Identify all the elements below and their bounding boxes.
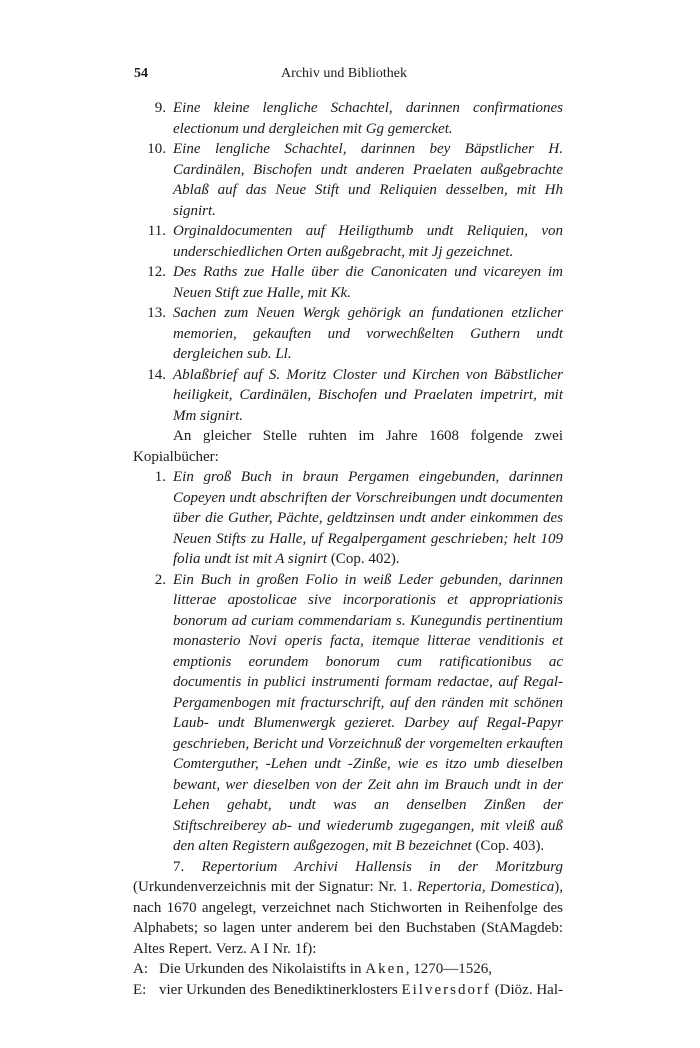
- list-item-number: 10.: [147, 141, 166, 157]
- list-item: [133, 570, 563, 857]
- place-name: Eilversdorf: [401, 981, 491, 998]
- running-title: Archiv und Bibliothek: [281, 66, 407, 81]
- list-item: [133, 467, 563, 570]
- place-name: Aken: [365, 961, 406, 977]
- list-item-number: 12.: [147, 264, 166, 280]
- entry-text: vier Urkunden des Benediktinerklosters: [159, 981, 402, 998]
- signature-text: Repertoria, Domestica: [416, 879, 555, 895]
- list-item: [133, 221, 563, 262]
- list-item-text: Sachen zum Neuen Wergk gehörigk an fundationen etzlicher memorien, gekauften und vorwechßelten Guthern undt dergleichen sub. Ll.: [173, 305, 563, 362]
- list-item: [133, 139, 563, 221]
- intro-paragraph: An gleicher Stelle ruhten im Jahre 1608 folgende zwei Kopialbücher:: [133, 428, 563, 465]
- list-item-text: Ein Buch in großen Folio in weiß Leder gebunden, darinnen litterae apostolicae sive incorporationis et appropriationis bonorum ad curiam commendariam s. Kunegundis pertinentium monasterio Novi operis facta, itemque litterae venditionis et emptionis eorundem bonorum cum ratificationibus ac documentis in publici instrumenti formam redactae, auf Regal-Pergamenbogen mit fracturschrift, auf den ränden mit schönen Laub- undt Blumenwergk gezieret. Darbey auf Regal-Papyr geschrieben, Bericht und Vorzeichnuß der vorgemelten erkauften Comterguther, -Lehen undt -Zinße, wie es itzo umb dieselben bewant, wer dieselben von der Zeit ahn im Brauch undt in der Lehen gehabt, undt was an denselben Zinßen der Stiftschreiberey ab- und wiederumb zugegangen, mit vleiß auß den alten Registern außgezogen, mit B bezeichnet: [173, 571, 563, 854]
- list-item-text: Des Raths zue Halle über die Canonicaten und vicareyen im Neuen Stift zue Halle, mit Kk.: [173, 264, 563, 301]
- letter-label: E:: [133, 981, 147, 998]
- list-item: [133, 365, 563, 427]
- list-item-text: Orginaldocumenten auf Heiligthumb undt Reliquien, von underschiedlichen Orten außgebracht, mit Jj gezeichnet.: [173, 223, 563, 260]
- list-item: [133, 303, 563, 365]
- list-item-text: Eine lengliche Schachtel, darinnen bey Bäpstlicher H. Cardinälen, Bischofen undt anderen Praelaten außgebrachte Ablaß auf das Neue Stift und Reliquien desselben, mit Hh signirt.: [173, 141, 563, 219]
- page-number: 54: [134, 66, 148, 81]
- list-item-number: 1.: [154, 469, 166, 485]
- section-paragraph: [133, 857, 563, 960]
- list-item-reference: (Cop. 402).: [327, 551, 400, 567]
- section-number: 7.: [173, 858, 185, 875]
- entry-text-end: (Diöz. Hal-: [490, 981, 563, 998]
- letter-entries: [133, 959, 563, 1000]
- list-item-number: 2.: [154, 571, 166, 588]
- entry-text: Die Urkunden des Nikolaistifts in: [159, 961, 366, 977]
- archive-list-top: [133, 98, 563, 426]
- list-item-number: 9.: [154, 100, 166, 116]
- section-text: (Urkundenverzeichnis mit der Signatur: Nr. 1.: [133, 879, 417, 895]
- letter-label: A:: [133, 961, 148, 977]
- section-title: Repertorium Archivi Hallensis in der Moritzburg: [201, 858, 563, 875]
- list-item: [133, 262, 563, 303]
- page-body: [133, 98, 563, 1000]
- list-item-text: Ablaßbrief auf S. Moritz Closter und Kirchen von Bäbstlicher heiligkeit, Cardinälen, Bischofen und Praelaten impetrirt, mit Mm signirt.: [173, 366, 563, 424]
- list-item-number: 11.: [147, 223, 166, 239]
- list-item-number: 13.: [147, 305, 166, 321]
- entry-text-end: , 1270—1526,: [405, 961, 492, 977]
- list-item-reference: (Cop. 403).: [471, 838, 545, 854]
- section-text-rest: ), nach 1670 angelegt, verzeichnet nach Stichworten in Reihenfolge des Alphabets; so lagen unter anderem bei den Buchstaben (StAMagdeb: Altes Repert. Verz. A I Nr. 1f):: [133, 879, 563, 957]
- list-item-number: 14.: [147, 366, 166, 383]
- list-item: [133, 98, 563, 139]
- copy-book-list: [133, 467, 563, 857]
- letter-entry: [133, 980, 563, 1001]
- running-header: [128, 66, 560, 88]
- list-item-text: Eine kleine lengliche Schachtel, darinnen confirmationes electionum und dergleichen mit Gg gemercket.: [173, 100, 563, 137]
- letter-entry: [133, 959, 563, 980]
- list-item-text: Ein groß Buch in braun Pergamen eingebunden, darinnen Copeyen undt abschriften der Vorschreibungen undt documenten über die Guther, Pächte, geldtzinsen undt ander einkommen des Neuen Stifts zu Halle, uf Regalpergament geschrieben; helt 109 folia undt ist mit A signirt: [173, 469, 563, 567]
